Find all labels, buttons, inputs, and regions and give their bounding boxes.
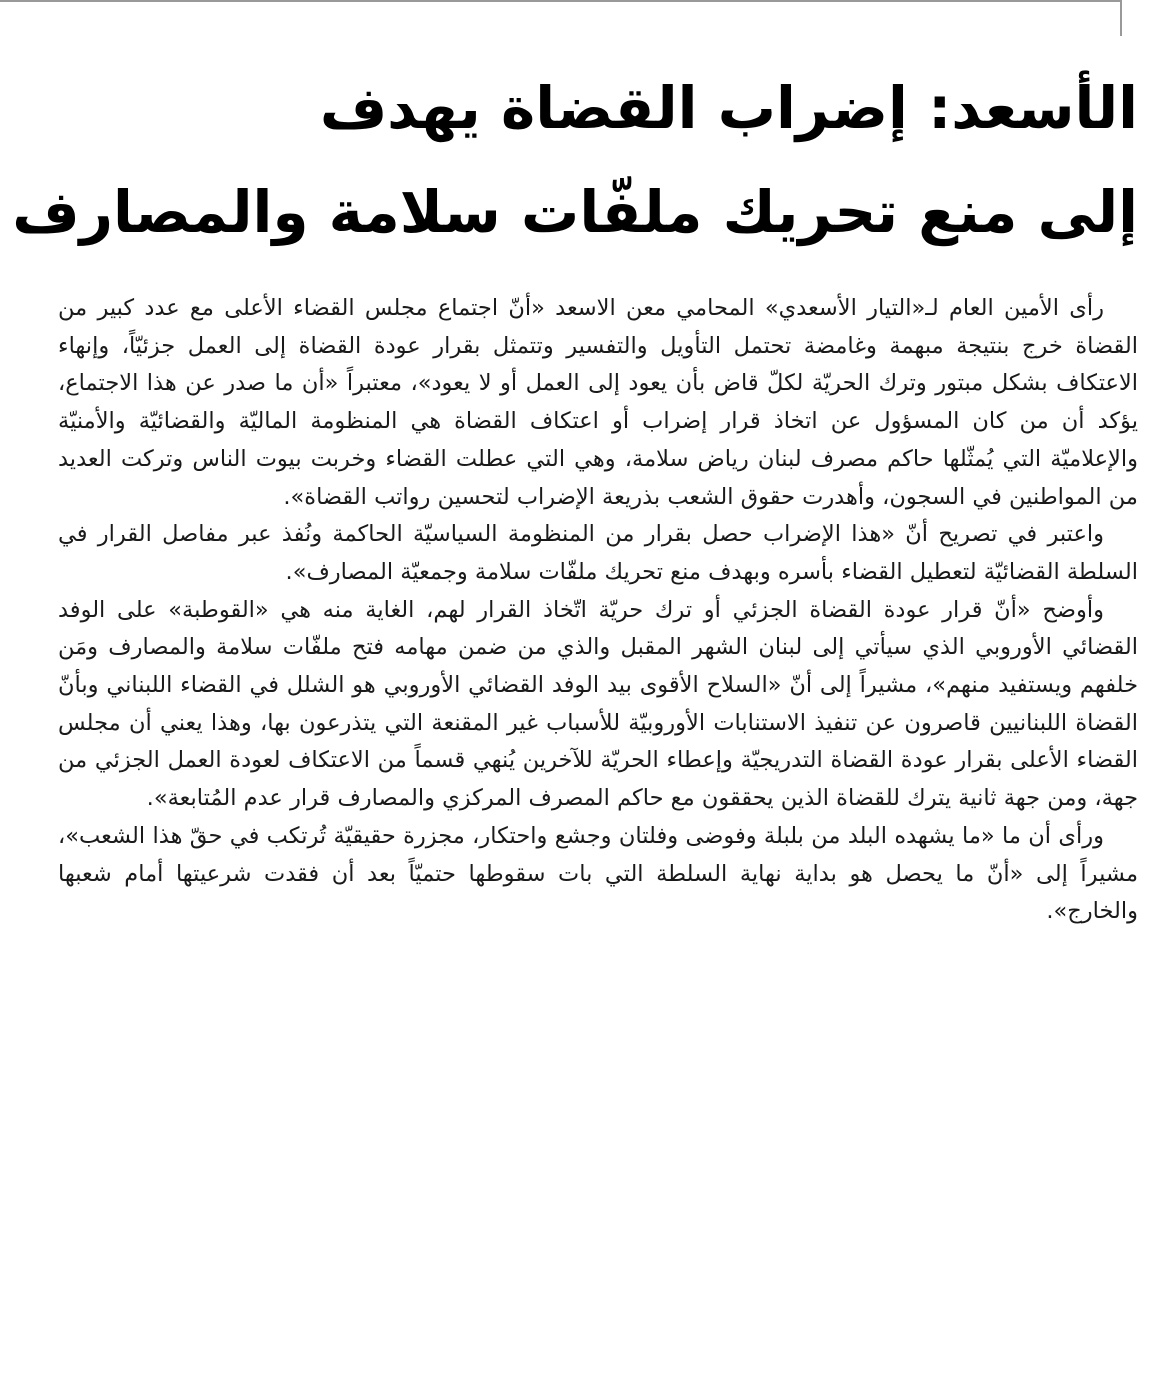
article-headline	[12, 56, 1138, 264]
article-paragraph-1: رأى الأمين العام لـ«التيار الأسعدي» المحامي معن الاسعد «أنّ اجتماع مجلس القضاء الأعلى مع عدد كبير من القضاة خرج بنتيجة مبهمة وغامضة تحتمل التأويل والتفسير وتتمثل بقرار عودة القضاة إلى العمل جزئيّاً، وإنهاء الاعتكاف بشكل مبتور وترك الحريّة لكلّ قاض بأن يعود إلى العمل أو لا يعود»، معتبراً «أن ما صدر عن هذا الاجتماع، يؤكد أن من كان المسؤول عن اتخاذ قرار إضراب أو اعتكاف القضاة هي المنظومة الماليّة والقضائيّة والأمنيّة والإعلاميّة التي يُمثّلها حاكم مصرف لبنان رياض سلامة، وهي التي عطلت القضاء وخربت بيوت الناس وتركت العديد من المواطنين في السجون، وأهدرت حقوق الشعب بذريعة الإضراب لتحسين رواتب القضاة».	[58, 295, 1138, 510]
article-paragraph-2: واعتبر في تصريح أنّ «هذا الإضراب حصل بقرار من المنظومة السياسيّة الحاكمة ونُفذ عبر مفاصل القرار في السلطة القضائيّة لتعطيل القضاء بأسره وبهدف منع تحريك ملفّات سلامة وجمعيّة المصارف».	[58, 521, 1138, 585]
headline-line-2: إلى منع تحريك ملفّات سلامة والمصارف	[12, 178, 1138, 246]
article-paragraph-4: ورأى أن ما «ما يشهده البلد من بلبلة وفوضى وفلتان وجشع واحتكار، مجزرة حقيقيّة تُرتكب في حقّ هذا الشعب»، مشيراً إلى «أنّ ما يحصل هو بداية نهاية السلطة التي بات سقوطها حتميّاً بعد أن فقدت شرعيتها أمام شعبها والخارج».	[58, 822, 1138, 925]
news-article	[12, 56, 1138, 931]
top-border-rule	[0, 0, 1120, 2]
article-paragraph-3: وأوضح «أنّ قرار عودة القضاة الجزئي أو ترك حريّة اتّخاذ القرار لهم، الغاية منه هي «القوطبة» على الوفد القضائي الأوروبي الذي سيأتي إلى لبنان الشهر المقبل والذي من ضمن مهامه فتح ملفّات سلامة والمصارف ومَن خلفهم ويستفيد منهم»، مشيراً إلى أنّ «السلاح الأقوى بيد الوفد القضائي الأوروبي هو الشلل في القضاء اللبناني وبأنّ القضاة اللبنانيين قاصرون عن تنفيذ الاستنابات الأوروبيّة للأسباب غير المقنعة التي يتذرعون بها، وهذا يعني أن مجلس القضاء الأعلى بقرار عودة القضاة التدريجيّة وإعطاء الحريّة للآخرين يُنهي قسماً من الاعتكاف لعودة العمل الجزئي من جهة، ومن جهة ثانية يترك للقضاة الذين يحققون مع حاكم المصرف المركزي والمصارف قرار عدم المُتابعة».	[58, 596, 1138, 812]
column-divider-rule	[1120, 0, 1122, 36]
headline-line-1: الأسعد: إضراب القضاة يهدف	[319, 74, 1138, 142]
article-body	[58, 290, 1138, 931]
